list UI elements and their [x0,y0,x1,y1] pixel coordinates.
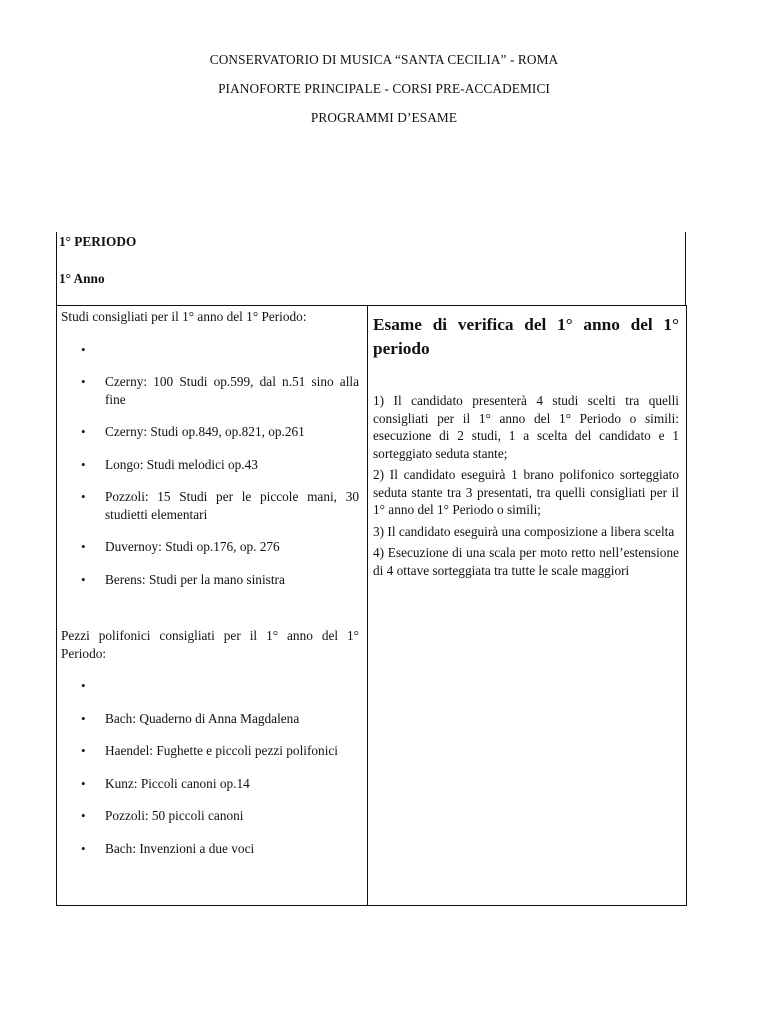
pezzi-intro: Pezzi polifonici consigliati per il 1° anno del 1° Periodo: [61,628,359,661]
exam-item: 1) Il candidato presenterà 4 studi scelti tra quelli consigliati per il 1° anno del 1° Periodo o simili: esecuzione di 2 studi, 1 a scelta del candidato e 1 sorteggiato seduta stante; [373,393,679,461]
bullet-icon: • [81,456,86,472]
list-item: • Bach: Quaderno di Anna Magdalena [81,710,300,726]
studi-intro: Studi consigliati per il 1° anno del 1° Periodo: [61,309,307,324]
year-heading: 1° Anno [59,271,105,286]
studi-list [61,341,359,589]
list-item [61,341,359,359]
exam-item: 2) Il candidato eseguirà 1 brano polifonico sorteggiato seduta stante tra 3 presentati, tra quelli consigliati per il 1° anno del 1° Periodo o simili; [373,467,679,517]
exam-item: 3) Il candidato eseguirà una composizione a libera scelta [373,523,675,539]
list-item: • Kunz: Piccoli canoni op.14 [81,775,250,791]
list-item: • Haendel: Fughette e piccoli pezzi polifonici [81,743,338,758]
table-right-border [686,305,687,906]
document-title: CONSERVATORIO DI MUSICA “SANTA CECILIA” - ROMA [209,52,559,67]
block-left-border [56,232,57,306]
bullet-icon: • [81,840,86,856]
pezzi-list [61,677,359,857]
bullet-icon: • [81,374,86,389]
list-item: • Bach: Invenzioni a due voci [81,840,255,856]
bullet-icon: • [81,341,86,357]
list-item [61,677,359,695]
block-right-border [685,232,686,306]
bullet-icon: • [81,710,86,726]
table-mid-border [367,305,368,906]
bullet-icon: • [81,571,86,587]
bullet-icon: • [81,539,86,554]
bullet-icon: • [81,424,86,439]
bullet-icon: • [81,775,86,791]
list-item: • Pozzoli: 50 piccoli canoni [81,808,244,823]
bullet-icon: • [81,808,86,823]
exam-title: Esame di verifica del 1° anno del 1° periodo [373,315,679,358]
list-item: • Czerny: 100 Studi op.599, dal n.51 sino alla fine [81,374,359,407]
exam-programs-title: PROGRAMMI D’ESAME [310,110,458,125]
list-item: • Duvernoy: Studi op.176, op. 276 [81,539,280,554]
list-item: • Czerny: Studi op.849, op.821, op.261 [81,424,305,439]
bullet-icon: • [81,678,86,693]
list-item: • Pozzoli: 15 Studi per le piccole mani, 30 studietti elementari [81,489,359,522]
bullet-icon: • [81,489,86,504]
bullet-icon: • [81,743,86,758]
list-item: • Longo: Studi melodici op.43 [81,456,258,472]
list-item: • Berens: Studi per la mano sinistra [81,571,285,587]
block-bottom-border [56,305,686,306]
exam-requirements-cell [373,313,679,579]
table-left-border [56,305,57,906]
exam-item: 4) Esecuzione di una scala per moto retto nell’estensione di 4 ottave sorteggiata tra tutte le scale maggiori [373,545,679,578]
table-bottom-border [56,905,687,906]
recommended-repertoire-cell [61,308,359,857]
period-heading: 1° PERIODO [59,234,137,249]
course-title: PIANOFORTE PRINCIPALE - CORSI PRE-ACCADEMICI [218,81,550,96]
